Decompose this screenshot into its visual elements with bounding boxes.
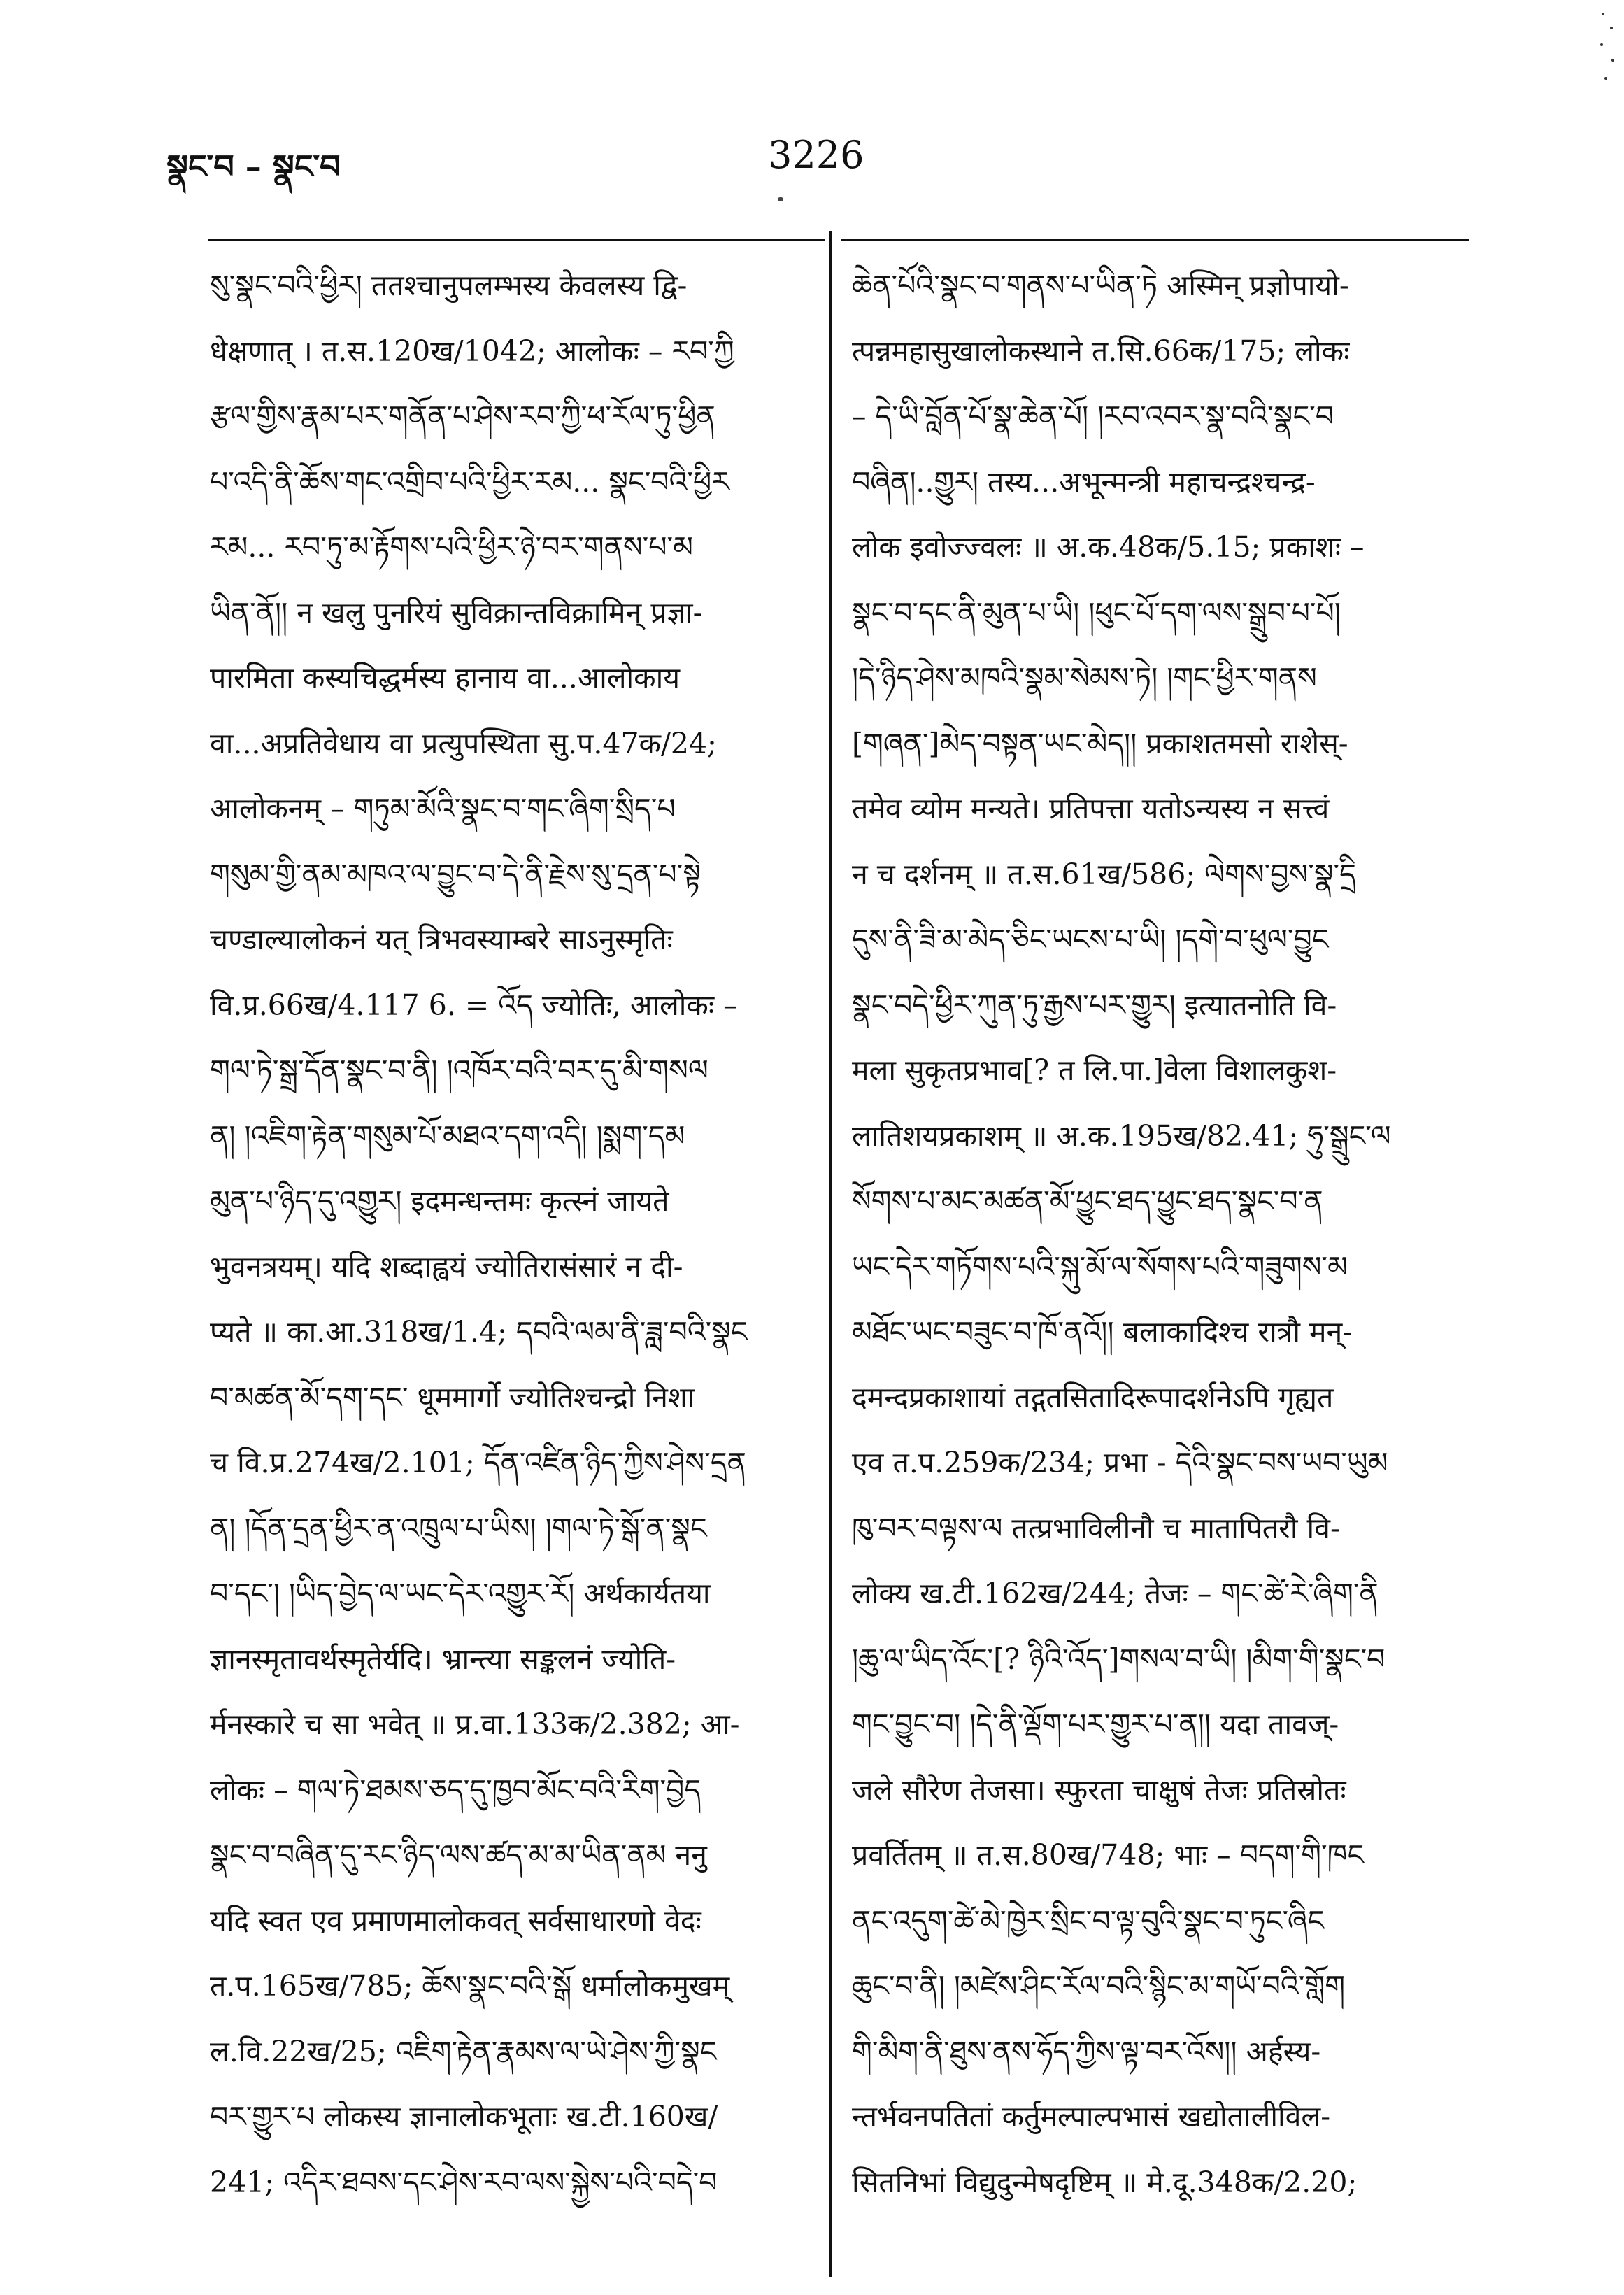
text-line: तमेव व्योम मन्यते। प्रतिपत्ता यतोऽन्यस्य न सत्त्वं (852, 792, 1330, 825)
text-line: སོགས་པ་མང་མཚན་མོ་ཕྱུང་ཐད་ཕྱུང་ཐད་སྣང་བ་ན (852, 1184, 1323, 1218)
page-number: 3226 (768, 133, 864, 177)
text-line: པ་འདི་ནི་ཆོས་གང་འགྲིབ་པའི་ཕྱིར་རམ... སྣང་བའི་ཕྱིར (210, 464, 729, 499)
text-line: ཆེན་པོའི་སྣང་བ་གནས་པ་ཡིན་ཏེ अस्मिन् प्रज्ञोपायो- (852, 269, 1349, 302)
text-line: न च दर्शनम् ॥ त.स.61ख/586; ལེགས་བྱས་སྣ་དྲི (852, 857, 1356, 891)
text-line: གི་མིག་ནི་ཐུས་ནས་ཧོད་ཀྱིས་ལྟ་བར་འོས།། अर्हस्य- (852, 2034, 1321, 2068)
text-line: དུས་ནི་ཟི་མ་མེད་ཅིང་ཡངས་པ་ཡི། །དགེ་བ་ཕུལ་བྱུང (852, 923, 1329, 956)
text-line: སྣང་བ་དང་ནི་མུན་པ་ཡི། །ཕུང་པོ་དག་ལས་སྒྲུབ་པ་པོ། (852, 595, 1341, 630)
text-line: आलोकनम् – གཏུམ་མོའི་སྣང་བ་གང་ཞིག་སྲིད་པ (210, 792, 676, 825)
text-line: च वि.प्र.274ख/2.101; དོན་འཛིན་ཉིད་ཀྱིས་ཤེས་དྲན (210, 1446, 746, 1479)
text-line: ནང་འདུག་ཚེ་མེ་ཁྱེར་སྲིང་བ་ལྟ་བུའི་སྣང་བ་ཏུང་ཞིང (852, 1903, 1325, 1938)
text-line: གང་བྱུང་བ། །དེ་ནི་ལྡོག་པར་གྱུར་པ་ན།། यदा तावज्- (852, 1707, 1339, 1741)
text-line: །དེ་ཉིད་ཤེས་མཁའི་སྣམ་སེམས་ཏེ། །གང་ཕྱིར་གནས (852, 661, 1317, 695)
text-line: སྣང་བ་བཞིན་དུ་རང་ཉིད་ལས་ཚད་མ་མ་ཡིན་ནམ ननु (210, 1838, 707, 1872)
text-line: धेक्षणात् । त.स.120ख/1042; आलोकः – རབ་ཀྱི (210, 334, 734, 368)
text-line: ན། །འཇིག་རྟེན་གསུམ་པོ་མཐའ་དག་འདི། །སྨག་དམ (210, 1118, 685, 1153)
margin-marks (1597, 7, 1618, 98)
text-line: བ་དང་། །ཡིད་བྱེད་ལ་ཡང་དེར་འགྱུར་རོ། अर्थकार्यतया (210, 1577, 711, 1610)
text-line: ཆུང་བ་ནི། །མཛེས་ཤིང་རོལ་བའི་སྙིང་མ་གཡོ་བའི་གློག (852, 1969, 1346, 2003)
text-line: རྩལ་གྱིས་རྣམ་པར་གནོན་པ་ཤེས་རབ་ཀྱི་ཕ་རོལ་ཏུ་ཕྱིན (210, 399, 715, 433)
text-line: གསུམ་གྱི་ནམ་མཁའ་ལ་བྱུང་བ་དེ་ནི་རྗེས་སུ་དྲན་པ་སྟེ (210, 857, 701, 891)
text-line: भुवनत्रयम्। यदि शब्दाह्वयं ज्योतिरासंसारं न दी- (210, 1249, 683, 1284)
text-line: लोकः – གལ་ཏེ་ཐམས་ཅད་དུ་ཁྱབ་མོང་བའི་རིག་བྱེད (210, 1772, 701, 1807)
text-line: दमन्दप्रकाशायां तद्गतसितादिरूपादर्शनेऽपि गृह्यत (852, 1380, 1334, 1414)
header-rule-right (841, 239, 1469, 241)
text-line: एव त.प.259क/234; प्रभा - དེའི་སྣང་བས་ཡབ་ཡུམ (852, 1446, 1388, 1479)
text-line: བཞིན།..གྱུར། तस्य...अभून्मन्त्री महाचन्द्रश्चन्द्र- (852, 464, 1316, 499)
print-speck (778, 197, 783, 201)
text-line: རམ... རབ་ཏུ་མ་རྟོགས་པའི་ཕྱིར་ཉེ་བར་གནས་པ་མ (210, 530, 693, 564)
text-line: प्यते ॥ का.आ.318ख/1.4; དབའི་ལམ་ནི་ཟླ་བའི་སྣང (210, 1315, 748, 1349)
text-line: [གཞན་]མེད་བསྟན་ཡང་མེད།། प्रकाशतमसो राशेस्- (852, 726, 1348, 760)
text-line: यदि स्वत एव प्रमाणमालोकवत् सर्वसाधारणो वेदः (210, 1903, 701, 1938)
text-line: སྣང་བདེ་ཕྱིར་ཀུན་ཏུ་རྒྱས་པར་གྱུར། इत्यातनोति वि- (852, 988, 1337, 1022)
text-line: लातिशयप्रकाशम् ॥ अ.क.195ख/82.41; ཧུ་སྒྲུང་ལ (852, 1118, 1391, 1153)
text-line: न्तर्भवनपतितां कर्तुमल्पाल्पभासं खद्योतालीविल- (852, 2100, 1331, 2133)
text-line: ན། །དོན་དྲན་ཕྱིར་ན་འཁྲུལ་པ་ཡིས། །གལ་ཏེ་སྒོ་ན་སྣང (210, 1511, 707, 1545)
text-line: सितनिभां विद्युदुन्मेषदृष्टिम् ॥ मे.दू.348क/2.20; (852, 2165, 1358, 2199)
text-line: ज्ञानस्मृतावर्थस्मृतेर्यदि। भ्रान्त्या सङ्कलनं ज्योति- (210, 1642, 676, 1676)
text-line: གལ་ཏེ་སྒྲ་དོན་སྣང་བ་ནི། །འཁོར་བའི་བར་དུ་མི་གསལ (210, 1053, 708, 1087)
text-line: वि.प्र.66ख/4.117 6. = འོད ज्योतिः, आलोकः – (210, 988, 738, 1022)
text-line: पारमिता कस्यचिद्धर्मस्य हानाय वा...आलोकाय (210, 661, 681, 695)
text-line: वा...अप्रतिवेधाय वा प्रत्युपस्थिता सु.प.47क/24; (210, 726, 717, 760)
text-line: लोक इवोज्ज्वलः ॥ अ.क.48क/5.15; प्रकाशः – (852, 530, 1365, 564)
header-rule-left (208, 239, 825, 241)
text-line: मला सुकृतप्रभाव[? त लि.पा.]वेला विशालकुश- (852, 1053, 1337, 1087)
text-line: བར་གྱུར་པ लोकस्य ज्ञानालोकभूताः ख.टी.160ख/ (210, 2100, 718, 2133)
text-line: चण्डाल्यालोकनं यत् त्रिभवस्याम्बरे साऽनुस्मृतिः (210, 923, 673, 956)
left-column (210, 253, 811, 2215)
text-line: – དེ་ཡི་བློན་པོ་སྣ་ཆེན་པོ། །རབ་འབར་སྣ་བའི་སྣང་བ (852, 399, 1334, 433)
column-divider (829, 231, 832, 2277)
text-line: त्पन्नमहासुखालोकस्थाने त.सि.66क/175; लोकः (852, 334, 1350, 368)
text-line: ཡིན་ནོ།། न खलु पुनरियं सुविक्रान्तविक्रामिन् प्रज्ञा- (210, 595, 703, 630)
text-line: །ཆུ་ལ་ཡིད་འོང་[? ཉིའི་འོད་]གསལ་བ་ཡི། །མིག་གི་སྣང་བ (852, 1642, 1386, 1676)
text-line: ཡང་དེར་གཏོགས་པའི་སྐུ་མོ་ལ་སོགས་པའི་གཟུགས་མ (852, 1249, 1348, 1284)
text-line: མུན་པ་ཉིད་དུ་འགྱུར། इदमन्धन्तमः कृत्स्नं जायते (210, 1184, 669, 1218)
running-head: སྣང་བ – སྣང་བ (166, 148, 341, 185)
text-line: र्मनस्कारे च सा भवेत् ॥ प्र.वा.133क/2.382; आ- (210, 1707, 740, 1741)
text-line: ཁུ་བར་བལྟས་ལ तत्प्रभाविलीनौ च मातापितरौ वि- (852, 1511, 1340, 1545)
text-line: བ་མཚན་མོ་དག་དང་ धूममार्गो ज्योतिश्चन्द्रो निशा (210, 1380, 695, 1414)
text-line: སུ་སྣང་བའི་ཕྱིར། ततश्चानुपलम्भस्य केवलस्य द्वि- (210, 269, 688, 302)
text-line: མཐོང་ཡང་བཟུང་བ་ཁོ་ནའོ།། बलाकादिश्च रात्रौ मन्- (852, 1315, 1353, 1349)
right-column (852, 253, 1463, 2215)
text-line: लोक्य ख.टी.162ख/244; तेजः – གང་ཚེ་རེ་ཞིག་ནི (852, 1577, 1379, 1610)
text-line: 241; འདིར་ཐབས་དང་ཤེས་རབ་ལས་སྐྱེས་པའི་བདེ་བ (210, 2165, 718, 2199)
text-line: जले सौरेण तेजसा। स्फुरता चाक्षुषं तेजः प्रतिस्रोतः (852, 1772, 1346, 1807)
text-line: ल.वि.22ख/25; འཇིག་རྟེན་རྣམས་ལ་ཡེ་ཤེས་ཀྱི་སྣང (210, 2034, 717, 2068)
text-line: प्रवर्तितम् ॥ त.स.80ख/748; भाः – བདག་གི་ཁང (852, 1838, 1365, 1872)
text-line: त.प.165ख/785; ཆོས་སྣང་བའི་སྒོ धर्मालोकमुखम् (210, 1969, 730, 2003)
